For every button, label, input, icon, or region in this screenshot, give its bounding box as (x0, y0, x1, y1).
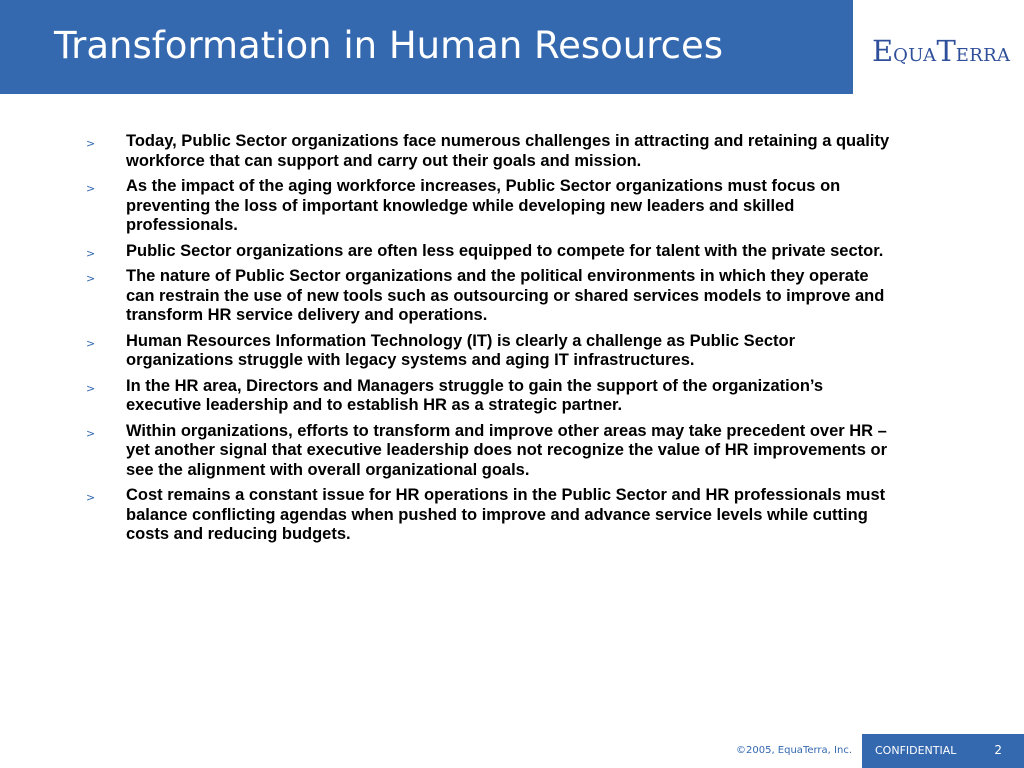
confidential-label: CONFIDENTIAL (875, 744, 957, 757)
bullet-item (86, 486, 896, 545)
bullet-marker: > (86, 381, 96, 395)
bullet-text: Public Sector organizations are often less equipped to compete for talent with the private sector. (126, 241, 884, 260)
bullet-marker: > (86, 336, 96, 350)
bullet-marker: > (86, 272, 96, 285)
logo-letter: T (936, 34, 956, 68)
bullet-text: Human Resources Information Technology (IT) is clearly a challenge as Public Sector organizations struggle with legacy systems and aging IT infrastructures. (126, 331, 796, 369)
bullet-item (86, 422, 896, 481)
bullet-marker: > (86, 491, 96, 504)
logo-letter: E (872, 34, 894, 68)
bullet-text: Cost remains a constant issue for HR operations in the Public Sector and HR professionals must balance conflicting agendas when pushed to improve and advance service levels while cutting costs and reducing budgets. (126, 486, 886, 543)
bullet-text: As the impact of the aging workforce increases, Public Sector organizations must focus on preventing the loss of important knowledge while developing new leaders and skilled professionals. (126, 177, 841, 234)
bullet-list (86, 132, 896, 551)
footer-bar (862, 734, 1024, 768)
bullet-item (86, 242, 896, 262)
bullet-marker: > (86, 426, 96, 440)
logo-letters: ERRA (955, 45, 1011, 66)
slide-title: Transformation in Human Resources (54, 24, 723, 67)
bullet-item (86, 332, 896, 371)
bullet-marker: > (86, 182, 96, 195)
bullet-text: The nature of Public Sector organizations and the political environments in which they operate can restrain the use of new tools such as outsourcing or shared services models to improve and transform HR service delivery and operations. (126, 267, 885, 324)
bullet-text: Within organizations, efforts to transform and improve other areas may take precedent over HR – yet another signal that executive leadership does not recognize the value of HR improvements or see the alignment with overall organizational goals. (126, 421, 888, 479)
logo-letters: QUA (893, 45, 937, 66)
bullet-marker: > (86, 246, 96, 260)
bullet-item (86, 267, 896, 326)
bullet-text: Today, Public Sector organizations face numerous challenges in attracting and retaining a quality workforce that can support and carry out their goals and mission. (126, 132, 890, 170)
bullet-item (86, 132, 896, 171)
page-number: 2 (994, 743, 1002, 757)
bullet-text: In the HR area, Directors and Managers struggle to gain the support of the organization’s executive leadership and to establish HR as a strategic partner. (126, 376, 824, 414)
equaterra-logo (872, 34, 1012, 70)
bullet-item (86, 177, 896, 236)
title-bar (0, 0, 853, 94)
copyright-text: ©2005, EquaTerra, Inc. (736, 745, 852, 756)
bullet-item (86, 377, 896, 416)
bullet-marker: > (86, 137, 96, 150)
